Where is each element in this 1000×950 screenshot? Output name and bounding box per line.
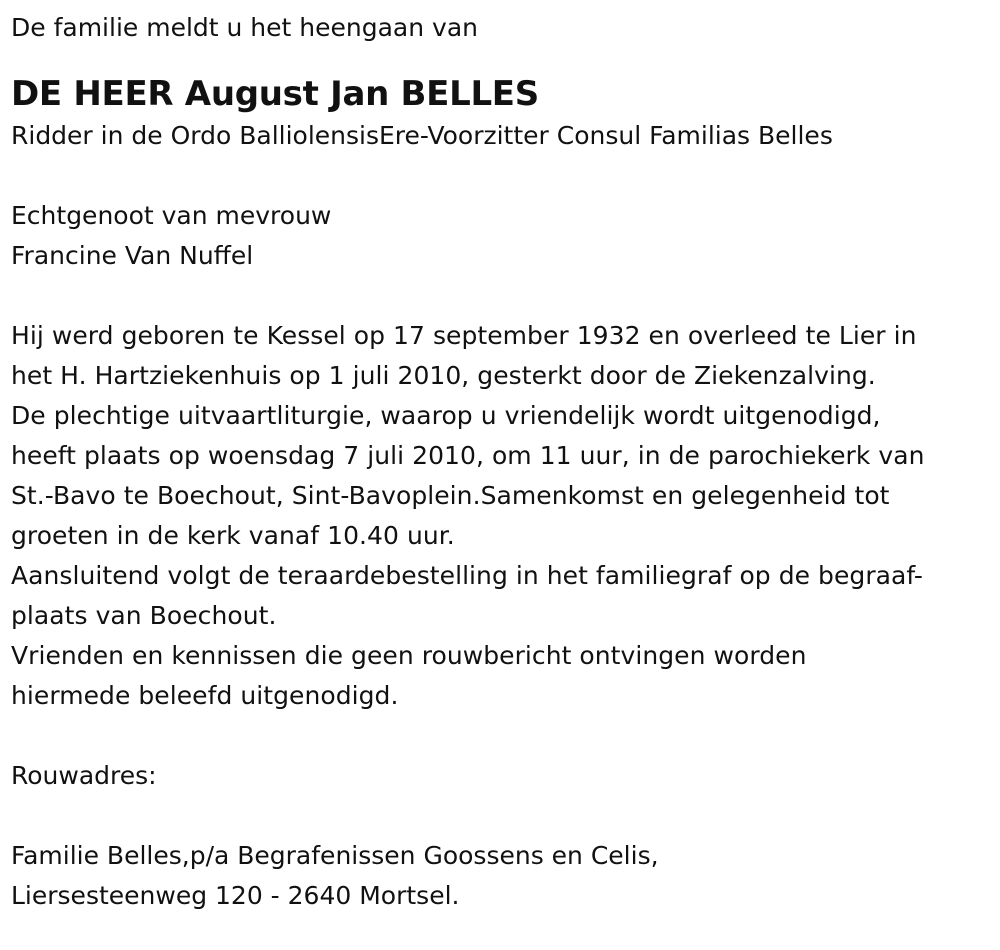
address-line: Liersesteenweg 120 - 2640 Mortsel.: [11, 881, 460, 910]
body-line: St.-Bavo te Boechout, Sint-Bavoplein.Samenkomst en gelegenheid tot: [11, 481, 890, 510]
body-line: het H. Hartziekenhuis op 1 juli 2010, gesterkt door de Ziekenzalving.: [11, 361, 876, 390]
body-line: Hij werd geboren te Kessel op 17 september 1932 en overleed te Lier in: [11, 321, 917, 350]
address-label: Rouwadres:: [11, 761, 157, 790]
body-line: Vrienden en kennissen die geen rouwbericht ontvingen worden: [11, 641, 807, 670]
spouse-name: Francine Van Nuffel: [11, 241, 254, 270]
address-line: Familie Belles,p/a Begrafenissen Goossens en Celis,: [11, 841, 659, 870]
deceased-name: DE HEER August Jan BELLES: [11, 74, 539, 114]
body-line: Aansluitend volgt de teraardebestelling in het familiegraf op de begraaf-: [11, 561, 923, 590]
honorary-titles: Ridder in de Ordo BalliolensisEre-Voorzitter Consul Familias Belles: [11, 121, 833, 150]
body-line: plaats van Boechout.: [11, 601, 277, 630]
body-line: De plechtige uitvaartliturgie, waarop u vriendelijk wordt uitgenodigd,: [11, 401, 881, 430]
body-line: groeten in de kerk vanaf 10.40 uur.: [11, 521, 455, 550]
intro-text: De familie meldt u het heengaan van: [11, 13, 478, 42]
notice-body: [11, 316, 1000, 716]
body-line: heeft plaats op woensdag 7 juli 2010, om 11 uur, in de parochiekerk van: [11, 441, 925, 470]
address-block: [11, 836, 1000, 916]
spouse-line: Echtgenoot van mevrouw: [11, 201, 332, 230]
body-line: hiermede beleefd uitgenodigd.: [11, 681, 399, 710]
spouse-block: [11, 196, 1000, 276]
